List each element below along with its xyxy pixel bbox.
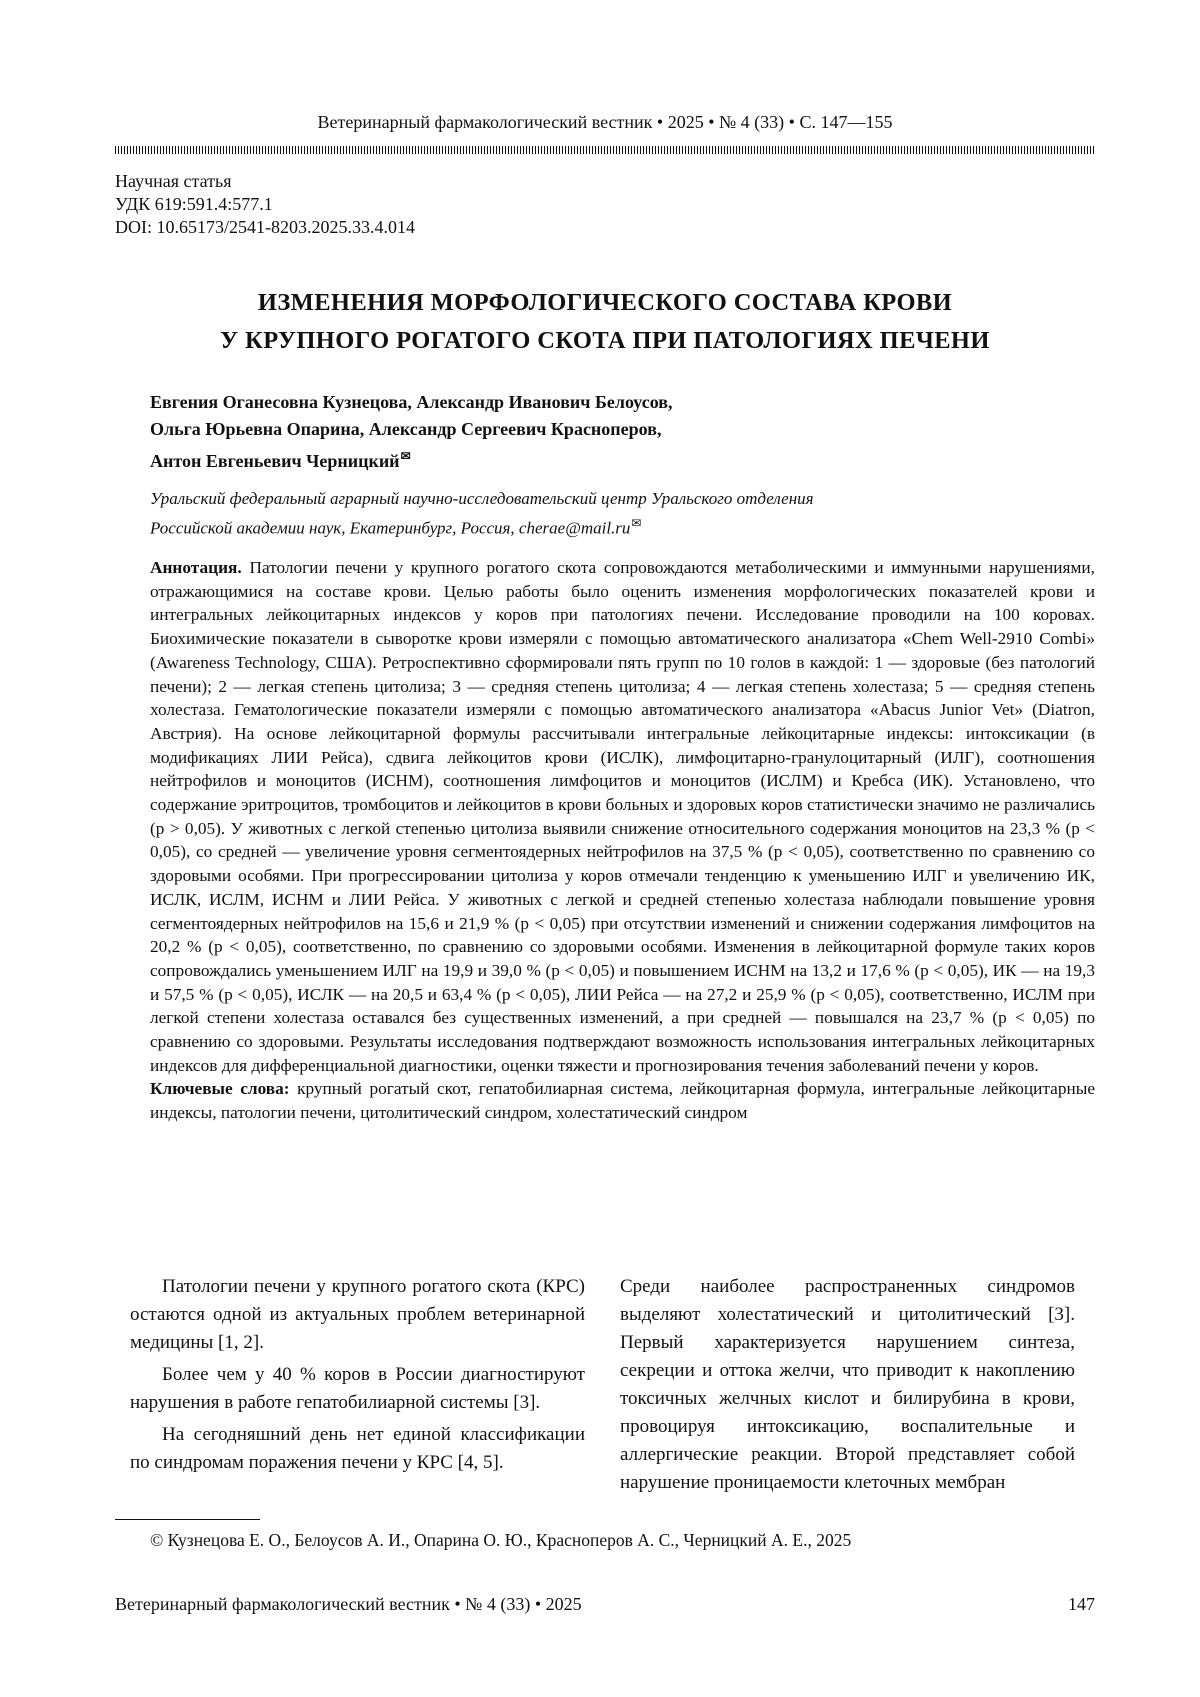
footer-journal: Ветеринарный фармакологический вестник • № 4 (33) • 2025 xyxy=(115,1594,582,1614)
affiliation-line-2 xyxy=(150,511,814,541)
abstract-paragraph xyxy=(150,556,1095,1077)
article-title xyxy=(115,284,1095,360)
abstract-label: Аннотация. xyxy=(150,558,242,577)
body-paragraph: На сегодняшний день нет единой классификации по синдромам поражения печени у КРС [4, 5]. xyxy=(130,1424,585,1473)
header-rule xyxy=(115,146,1095,154)
mail-icon: ✉ xyxy=(400,449,411,463)
udc-code: УДК 619:591.4:577.1 xyxy=(115,194,273,214)
doi[interactable]: DOI: 10.65173/2541-8203.2025.33.4.014 xyxy=(115,217,415,237)
page-number: 147 xyxy=(1068,1594,1095,1614)
article-meta xyxy=(115,170,415,239)
article-type: Научная статья xyxy=(115,171,232,191)
abstract-text: Патологии печени у крупного рогатого скота сопровождаются метаболическими и иммунными нарушениями, отражающимися на составе крови. Целью работы было оценить изменения морфологических показателей крови и интегральных лейкоцитарных индексов у коров при патологиях печени. Исследование проводили на 100 коровах. Биохимические показатели в сыворотке крови измеряли с помощью автоматического анализатора «Chem Well-2910 Combi» (Awareness Technology, США). Ретроспективно сформировали пять групп по 10 голов в каждой: 1 — здоровые (без патологий печени); 2 — легкая степень цитолиза; 3 — средняя степень цитолиза; 4 — легкая степень холестаза; 5 — средняя степень холестаза. Гематологические показатели измеряли с помощью автоматического анализатора «Abacus Junior Vet» (Diatron, Австрия). На основе лейкоцитарной формулы рассчитывали интегральные лейкоцитарные индексы: интоксикации (в модификациях ЛИИ Рейса), сдвига лейкоцитов крови (ИСЛК), лимфоцитарно-гранулоцитарный (ИЛГ), соотношения нейтрофилов и моноцитов (ИСНМ), соотношения лимфоцитов и моноцитов (ИСЛМ) и Кребса (ИК). Установлено, что содержание эритроцитов, тромбоцитов и лейкоцитов в крови больных и здоровых коров статистически значимо не различались (p > 0,05). У животных с легкой степенью цитолиза выявили снижение относительного содержания моноцитов на 23,3 % (p < 0,05), со средней — увеличение уровня сегментоядерных нейтрофилов на 37,5 % (p < 0,05), соответственно по сравнению со здоровыми особями. При прогрессировании цитолиза у коров отмечали тенденцию к уменьшению ИЛГ и увеличению ИК, ИСЛК, ИСЛМ, ИСНМ и ЛИИ Рейса. У животных с легкой и средней степенью холестаза наблюдали повышение уровня сегментоядерных нейтрофилов на 15,6 и 21,9 % (p < 0,05) при отсутствии изменений и снижении содержания лимфоцитов на 20,2 % (p < 0,05), соответственно, по сравнению со здоровыми особями. Изменения в лейкоцитарной формуле таких коров сопровождались уменьшением ИЛГ на 19,9 и 39,0 % (p < 0,05) и повышением ИСНМ на 13,2 и 17,6 % (p < 0,05), ИК — на 19,3 и 57,5 % (p < 0,05), ИСЛК — на 20,5 и 63,4 % (p < 0,05), ЛИИ Рейса — на 27,2 и 25,9 % (p < 0,05), соответственно, ИСЛМ при легкой степени холестаза оставался без существенных изменений, а при средней — повышался на 23,7 % (p < 0,05) по сравнению со здоровыми. Результаты исследования подтверждают возможность использования интегральных лейкоцитарных индексов для дифференциальной диагностики, оценки тяжести и прогнозирования течения заболеваний печени у коров. xyxy=(150,558,1095,1075)
copyright-footnote: © Кузнецова Е. О., Белоусов А. И., Опарина О. Ю., Красноперов А. С., Черницкий А. Е., 2025 xyxy=(150,1530,852,1550)
authors xyxy=(150,389,672,475)
body-paragraph: Среди наиболее распространенных синдромов выделяют холестатический и цитолитический [3]. Первый характеризуется нарушением синтеза, секреции и оттока желчи, что приводит к накоплению токсичных желчных кислот и билирубина в крови, провоцируя интоксикацию, воспалительные и аллергические реакции. Второй представляет собой нарушение проницаемости клеточных мембран xyxy=(620,1276,1075,1493)
keywords-text: крупный рогатый скот, гепатобилиарная система, лейкоцитарная формула, интегральные лейкоцитарные индексы, патологии печени, цитолитический синдром, холестатический синдром xyxy=(150,1079,1096,1123)
title-line-1: ИЗМЕНЕНИЯ МОРФОЛОГИЧЕСКОГО СОСТАВА КРОВИ xyxy=(257,289,953,316)
body-column-left xyxy=(130,1273,585,1481)
authors-line-3 xyxy=(150,443,672,475)
body-paragraph: Патологии печени у крупного рогатого скота (КРС) остаются одной из актуальных проблем ветеринарной медицины [1, 2]. xyxy=(130,1276,585,1353)
affiliation-line-1: Уральский федеральный аграрный научно-исследовательский центр Уральского отделения xyxy=(150,489,814,508)
abstract xyxy=(150,556,1095,1125)
corresponding-author: Антон Евгеньевич Черницкий xyxy=(150,451,400,471)
affiliation xyxy=(150,486,814,541)
mail-icon: ✉ xyxy=(631,516,642,530)
body-column-right xyxy=(620,1273,1075,1497)
footnote-rule xyxy=(115,1519,260,1520)
body-paragraph: Более чем у 40 % коров в России диагностируют нарушения в работе гепатобилиарной системы [3]. xyxy=(130,1364,585,1413)
title-line-2: У КРУПНОГО РОГАТОГО СКОТА ПРИ ПАТОЛОГИЯХ ПЕЧЕНИ xyxy=(220,327,990,354)
running-head: Ветеринарный фармакологический вестник • 2025 • № 4 (33) • С. 147—155 xyxy=(317,112,893,132)
keywords-label: Ключевые слова: xyxy=(150,1079,290,1099)
authors-line-1: Евгения Оганесовна Кузнецова, Александр Иванович Белоусов, xyxy=(150,392,673,412)
authors-line-2: Ольга Юрьевна Опарина, Александр Сергеевич Красноперов, xyxy=(150,419,662,439)
keywords-paragraph xyxy=(150,1077,1095,1124)
affiliation-email[interactable]: Российской академии наук, Екатеринбург, Россия, cherae@mail.ru xyxy=(150,518,631,538)
